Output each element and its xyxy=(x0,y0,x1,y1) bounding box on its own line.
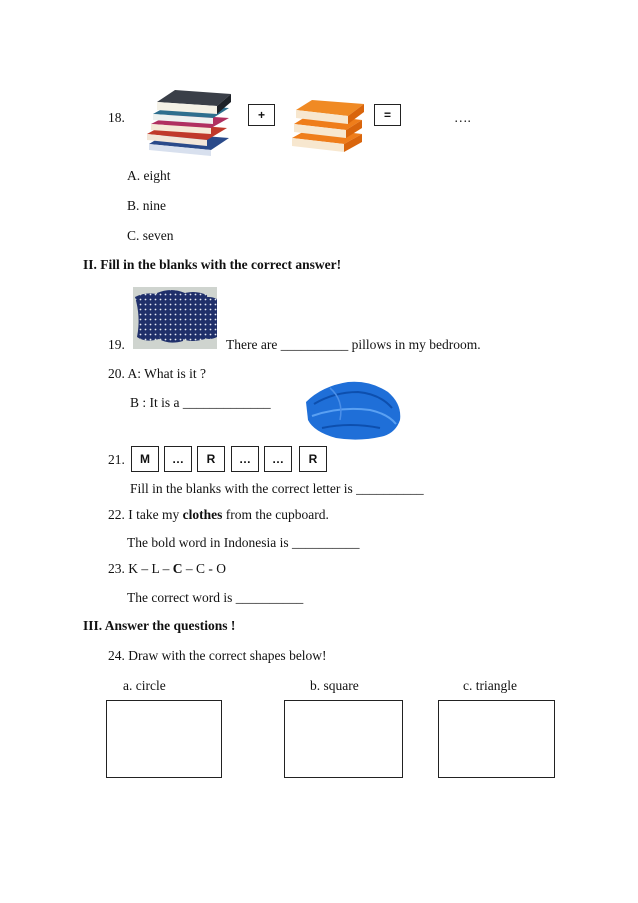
q23-question xyxy=(108,561,226,577)
letter-box: … xyxy=(264,446,292,472)
shape-label-triangle: c. triangle xyxy=(463,678,517,693)
q22-bold-word: clothes xyxy=(182,507,223,522)
q23-bold-letter: C xyxy=(172,561,183,576)
q22-suffix: from the cupboard. xyxy=(222,507,329,522)
shape-label-square: b. square xyxy=(310,678,359,693)
q18-option-b: B. nine xyxy=(127,198,166,213)
q22-prefix: 22. I take my xyxy=(108,507,183,522)
section-2-title: II. Fill in the blanks with the correct answer! xyxy=(83,257,342,272)
circle-drawing-box[interactable] xyxy=(106,700,222,778)
square-drawing-box[interactable] xyxy=(284,700,403,778)
section-3-title: III. Answer the questions ! xyxy=(83,618,236,633)
q20-question: 20. A: What is it ? xyxy=(108,366,206,381)
pillows-image xyxy=(133,287,217,349)
q19-number: 19. xyxy=(108,337,125,352)
q22-question xyxy=(108,507,329,523)
letter-box: … xyxy=(164,446,192,472)
q18-result: …. xyxy=(454,110,471,125)
q22-instruction: The bold word in Indonesia is __________ xyxy=(127,535,360,550)
q18-option-a: A. eight xyxy=(127,168,171,183)
q21-instruction: Fill in the blanks with the correct letter is __________ xyxy=(130,481,424,496)
q23-suffix: – C - O xyxy=(182,561,226,576)
triangle-drawing-box[interactable] xyxy=(438,700,555,778)
q19-text: There are __________ pillows in my bedroom. xyxy=(226,337,481,352)
letter-box: R xyxy=(197,446,225,472)
q18-option-c: C. seven xyxy=(127,228,174,243)
q20-answer: B : It is a _____________ xyxy=(130,395,271,410)
q18-number: 18. xyxy=(108,110,125,125)
q21-number: 21. xyxy=(108,452,125,467)
q23-prefix: 23. K – L – xyxy=(108,561,173,576)
q24-question: 24. Draw with the correct shapes below! xyxy=(108,648,327,663)
book-stack-image xyxy=(141,88,233,158)
letter-box: … xyxy=(231,446,259,472)
letter-box: M xyxy=(131,446,159,472)
equals-sign-box: = xyxy=(374,104,401,126)
orange-books-image xyxy=(288,98,366,156)
letter-box: R xyxy=(299,446,327,472)
plus-sign-box: + xyxy=(248,104,275,126)
shape-label-circle: a. circle xyxy=(123,678,166,693)
q23-instruction: The correct word is __________ xyxy=(127,590,304,605)
blue-towel-image xyxy=(300,380,405,446)
